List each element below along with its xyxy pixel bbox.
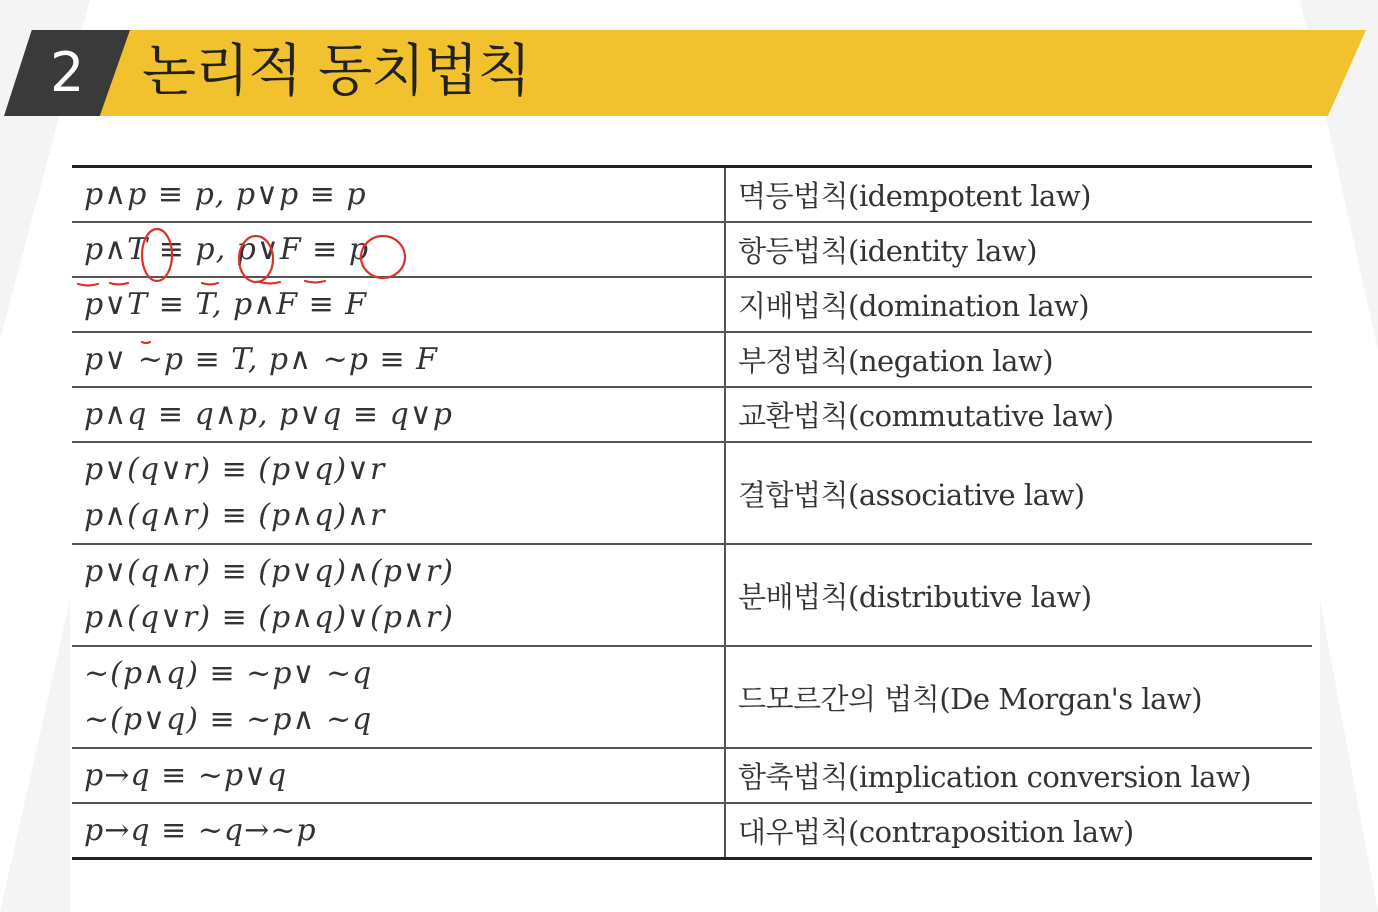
formula-line: p∧T ≡ p, p∨F ≡ p xyxy=(84,231,370,267)
laws-table-body xyxy=(72,167,1312,859)
formula-line: p∧(q∧r) ≡ (p∧q)∧r xyxy=(84,498,386,533)
formula-line: p→q ≡ ~q→~p xyxy=(84,812,317,848)
law-name: 교환법칙(commutative law) xyxy=(725,387,1312,442)
formula-line: p∧(q∨r) ≡ (p∧q)∨(p∧r) xyxy=(84,600,454,635)
law-formula xyxy=(72,803,725,859)
law-row xyxy=(72,646,1312,748)
section-number: 2 xyxy=(50,41,85,104)
law-name: 멱등법칙(idempotent law) xyxy=(738,179,1091,213)
background-shape-bottom-right xyxy=(1320,600,1378,912)
law-row xyxy=(72,277,1312,332)
law-formula xyxy=(72,646,725,748)
law-row xyxy=(72,442,1312,544)
law-name: 부정법칙(negation law) xyxy=(725,332,1312,387)
law-formula xyxy=(72,167,725,223)
law-name: 분배법칙(distributive law) xyxy=(725,544,1312,646)
law-row xyxy=(72,387,1312,442)
formula-line: p∨ ~p ≡ T, p∧ ~p ≡ F xyxy=(84,341,438,377)
law-name: 지배법칙(domination law) xyxy=(725,277,1312,332)
law-name: 항등법칙(identity law) xyxy=(725,222,1312,277)
page-title: 논리적 동치법칙 xyxy=(142,39,531,104)
law-row xyxy=(72,748,1312,803)
law-row xyxy=(72,167,1312,223)
formula-line: p∨(q∨r) ≡ (p∨q)∨r xyxy=(84,452,386,487)
formula-line: p∨(q∧r) ≡ (p∨q)∧(p∨r) xyxy=(84,554,454,589)
law-row xyxy=(72,544,1312,646)
law-formula xyxy=(72,748,725,803)
formula-line: ~(p∨q) ≡ ~p∧ ~q xyxy=(84,702,373,737)
formula-line: p∧q ≡ q∧p, p∨q ≡ q∨p xyxy=(84,396,453,432)
formula-line: p→q ≡ ~p∨q xyxy=(84,757,288,793)
equivalence-laws-table xyxy=(72,165,1312,860)
law-name: 함축법칙(implication conversion law) xyxy=(725,748,1312,803)
law-formula xyxy=(72,544,725,646)
law-row xyxy=(72,803,1312,859)
law-formula xyxy=(72,442,725,544)
law-name: 결합법칙(associative law) xyxy=(725,442,1312,544)
background-shape-bottom-left xyxy=(0,600,70,912)
law-formula xyxy=(72,277,725,332)
law-row xyxy=(72,222,1312,277)
law-name: 드모르간의 법칙(De Morgan's law) xyxy=(725,646,1312,748)
formula-line: p∨T ≡ T, p∧F ≡ F xyxy=(84,286,368,322)
law-formula xyxy=(72,387,725,442)
law-formula xyxy=(72,332,725,387)
formula-line: p∧p ≡ p, p∨p ≡ p xyxy=(84,176,367,212)
law-row xyxy=(72,332,1312,387)
formula-line: ~(p∧q) ≡ ~p∨ ~q xyxy=(84,656,373,691)
law-name: 대우법칙(contraposition law) xyxy=(725,803,1312,859)
law-formula xyxy=(72,222,725,277)
